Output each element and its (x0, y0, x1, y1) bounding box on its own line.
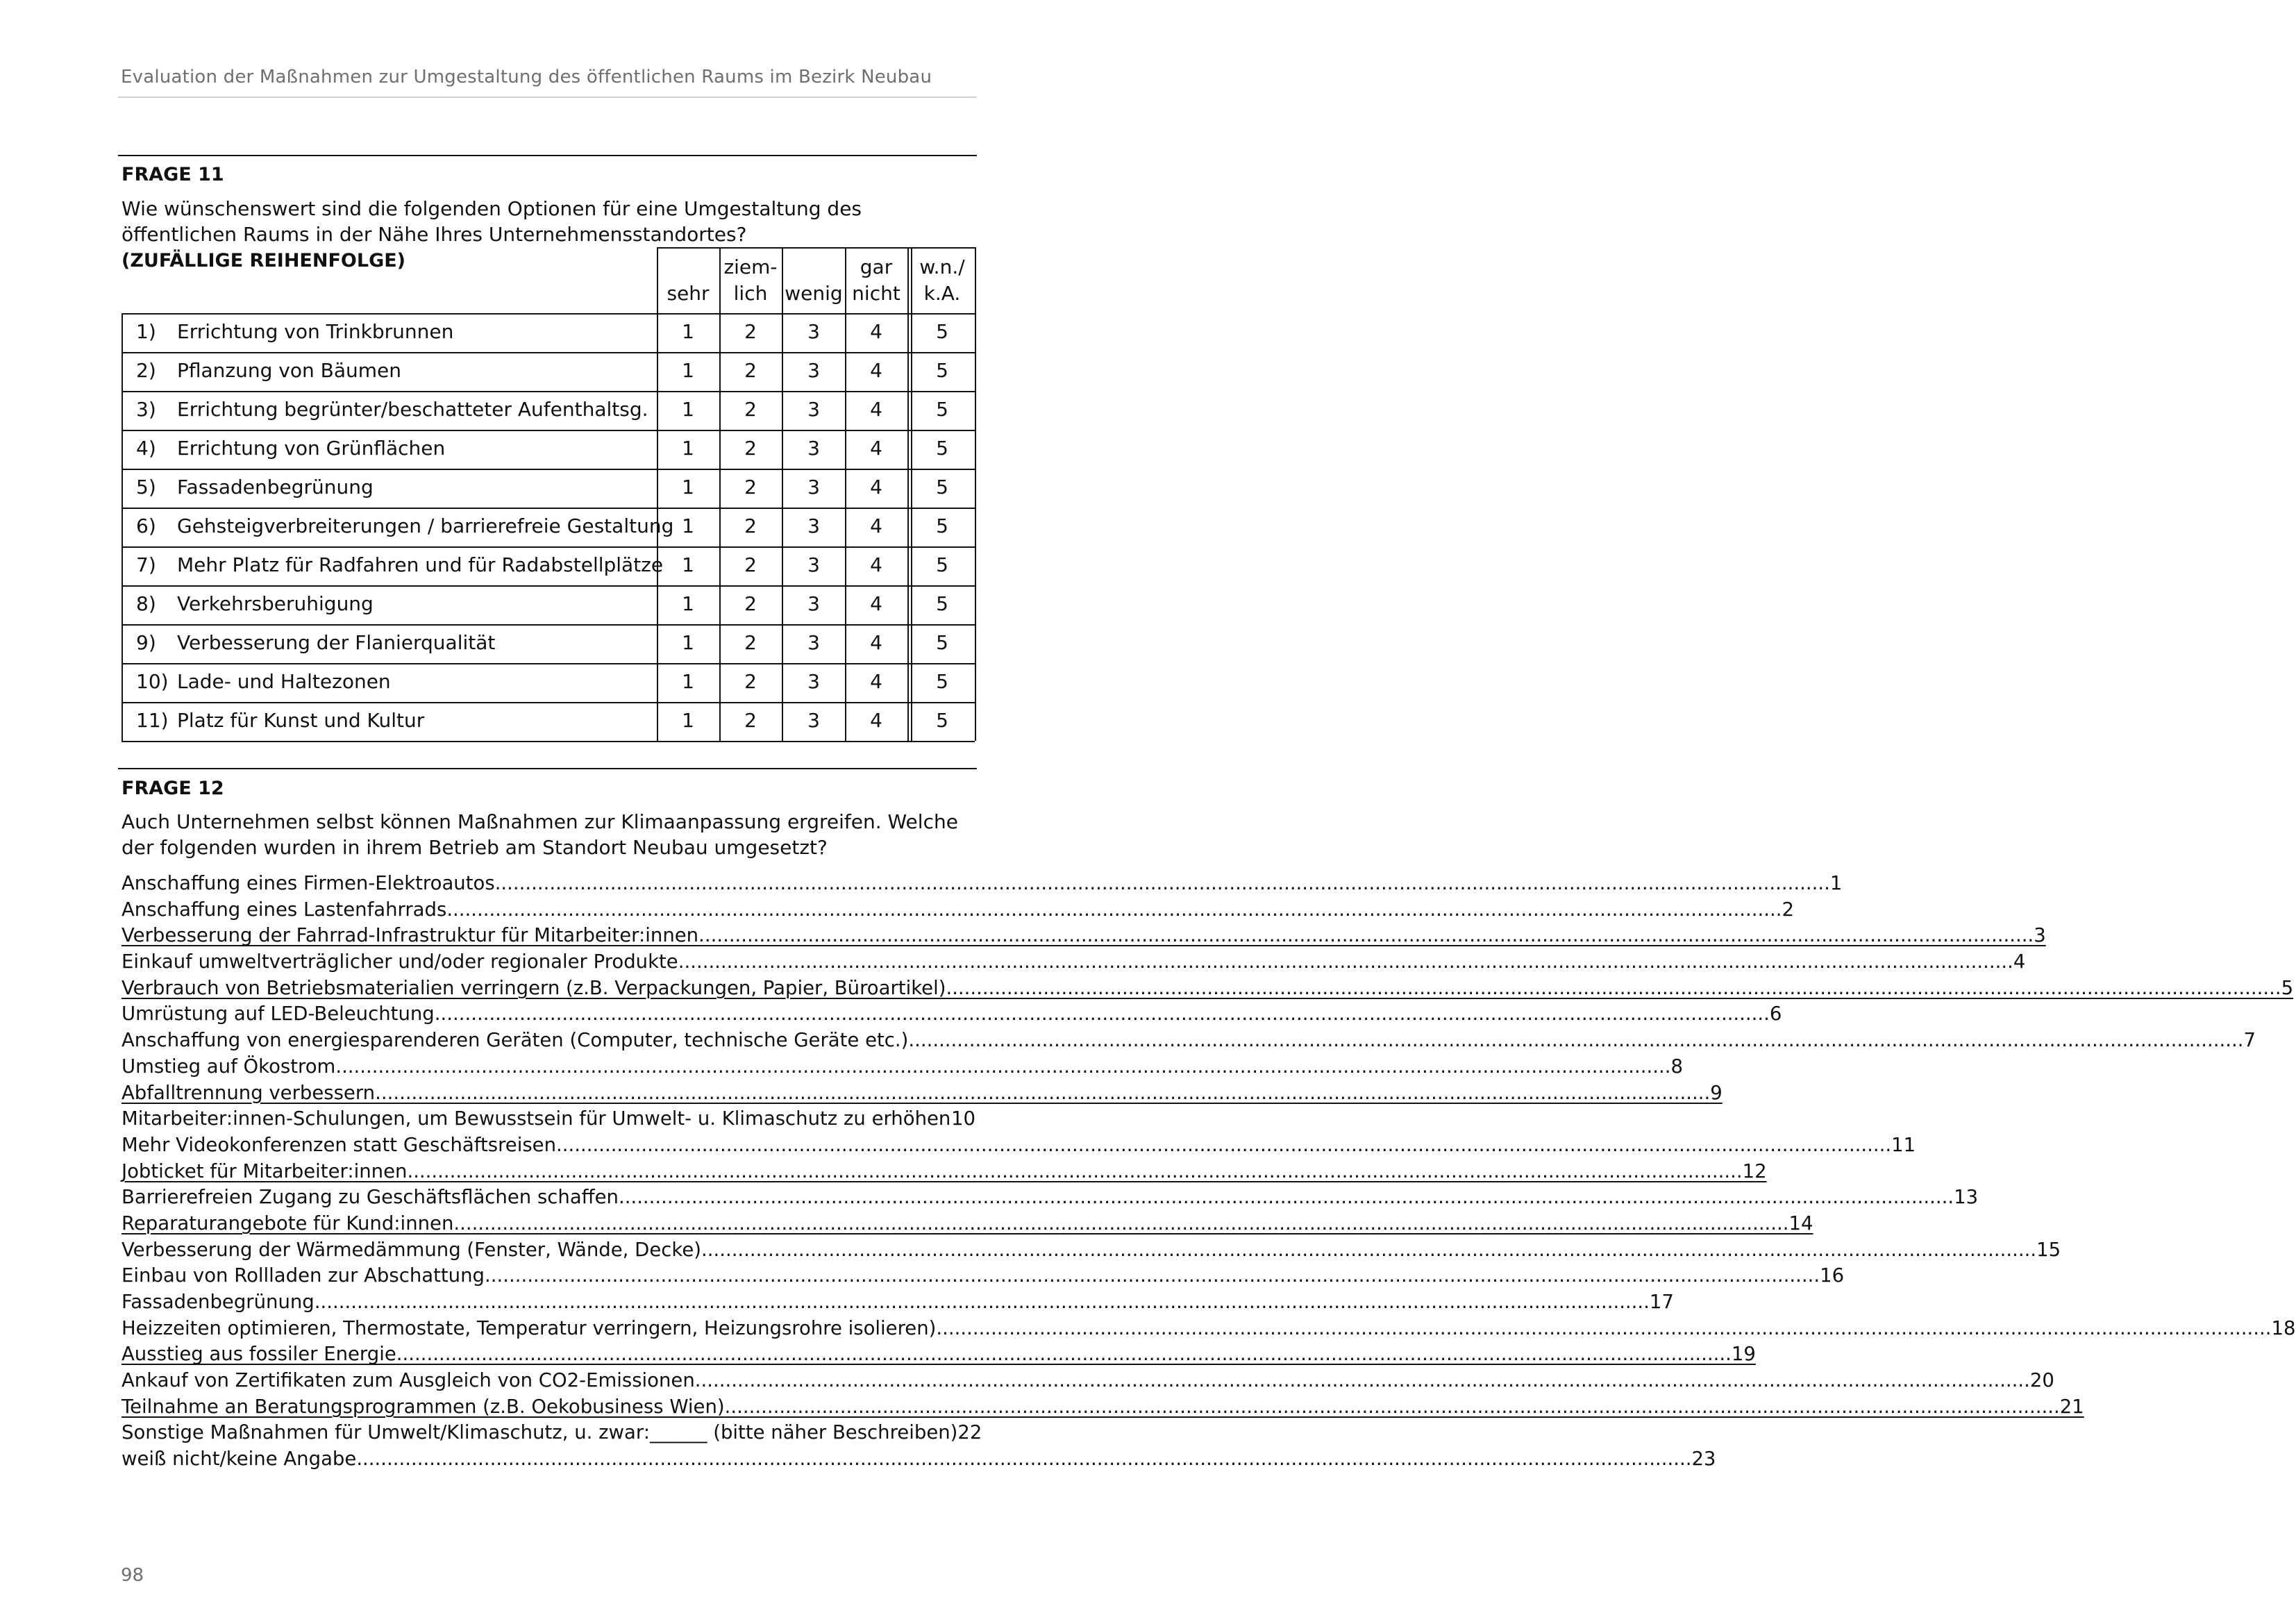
item-label: Gehsteigverbreiterungen / barrierefreie Gestaltung (177, 514, 674, 537)
dot-leader: ............................................................................................................................................................................................................................ (314, 1291, 1650, 1313)
dot-leader: ............................................................................................................................................................................................................................ (724, 1395, 2060, 1418)
item-label: Errichtung begrünter/beschatteter Aufenthaltsg. (177, 398, 648, 421)
table-column-divider (911, 247, 912, 741)
measure-code: 1 (1829, 872, 1843, 894)
measure-code: 18 (2271, 1316, 2296, 1339)
list-item (121, 1081, 1723, 1108)
list-item (121, 1448, 1716, 1474)
dot-leader: ............................................................................................................................................................................................................................ (396, 1343, 1732, 1366)
item-label: Platz für Kunst und Kultur (177, 709, 425, 732)
measure-code: 7 (2243, 1029, 2256, 1052)
table-header-border (657, 247, 975, 249)
dot-leader: ............................................................................................................................................................................................................................ (335, 1055, 1671, 1078)
item-label: Verbesserung der Flanierqualität (177, 631, 496, 654)
item-number: 3) (136, 398, 156, 421)
dot-leader: ............................................................................................................................................................................................................................ (494, 872, 1830, 894)
rating-code: 3 (807, 553, 820, 576)
measure-code: 11 (1891, 1133, 1916, 1156)
rating-code: 2 (744, 514, 757, 537)
list-item (121, 1003, 1782, 1029)
rating-code: 4 (870, 592, 882, 615)
table-left-border (121, 313, 123, 741)
list-item (121, 976, 2294, 1003)
rating-code: 5 (936, 631, 948, 654)
measure-label: Jobticket für Mitarbeiter:innen (121, 1160, 408, 1182)
rating-code: 2 (744, 670, 757, 693)
rating-code: 1 (682, 670, 694, 693)
measure-label: Mehr Videokonferenzen statt Geschäftsreisen (121, 1133, 557, 1156)
column-header-line1: ziem- (723, 256, 778, 278)
dot-leader: ............................................................................................................................................................................................................................ (446, 898, 1782, 921)
rating-code: 5 (936, 670, 948, 693)
rating-code: 2 (744, 398, 757, 421)
list-item (121, 1160, 1767, 1187)
item-number: 10) (136, 670, 169, 693)
column-header-line1: w.n./ (919, 256, 965, 278)
measure-code: 2 (1782, 898, 1794, 921)
dot-leader: ............................................................................................................................................................................................................................ (946, 976, 2281, 999)
table-row-border (121, 313, 975, 315)
rating-code: 1 (682, 709, 694, 732)
dot-leader: ............................................................................................................................................................................................................................ (356, 1448, 1692, 1471)
rating-code: 2 (744, 359, 757, 382)
rating-code: 4 (870, 631, 882, 654)
table-column-divider (907, 247, 909, 741)
measure-label: Fassadenbegrünung (121, 1291, 315, 1313)
measure-code: 3 (2034, 924, 2046, 947)
table-right-border (975, 247, 976, 741)
rating-code: 4 (870, 398, 882, 421)
list-item (121, 1212, 1813, 1239)
list-item (121, 924, 2046, 951)
column-header-line2: nicht (852, 282, 900, 305)
list-item (121, 1343, 1756, 1369)
rating-code: 1 (682, 631, 694, 654)
measure-label: Einbau von Rollladen zur Abschattung (121, 1264, 485, 1287)
rating-code: 5 (936, 359, 948, 382)
section-divider (118, 155, 977, 156)
running-header: Evaluation der Maßnahmen zur Umgestaltung des öffentlichen Raums im Bezirk Neubau (121, 67, 932, 87)
column-header-line1: gar (860, 256, 893, 278)
list-item (121, 1395, 2084, 1422)
measure-label: Anschaffung eines Lastenfahrrads (121, 898, 447, 921)
rating-code: 3 (807, 631, 820, 654)
measure-label: Anschaffung eines Firmen-Elektroautos (121, 872, 495, 894)
measure-code: 16 (1820, 1264, 1845, 1287)
rating-code: 3 (807, 670, 820, 693)
measure-label: Umrüstung auf LED-Beleuchtung (121, 1003, 435, 1026)
dot-leader: ............................................................................................................................................................................................................................ (936, 1316, 2272, 1339)
rating-code: 1 (682, 476, 694, 499)
list-item (121, 1186, 1979, 1212)
rating-code: 1 (682, 320, 694, 343)
measure-code: 8 (1670, 1055, 1683, 1078)
dot-leader: ............................................................................................................................................................................................................................ (434, 1003, 1770, 1026)
rating-code: 4 (870, 476, 882, 499)
item-label: Mehr Platz für Radfahren und für Radabstellplätze (177, 553, 664, 576)
measure-label: Anschaffung von energiesparenderen Geräten (Computer, technische Geräte etc.) (121, 1029, 909, 1052)
item-number: 11) (136, 709, 169, 732)
question-11-note: (ZUFÄLLIGE REIHENFOLGE) (121, 250, 406, 271)
rating-code: 4 (870, 553, 882, 576)
measure-code: 5 (2281, 976, 2294, 999)
item-label: Fassadenbegrünung (177, 476, 374, 499)
measure-code: 12 (1742, 1160, 1767, 1182)
list-item (121, 1421, 982, 1448)
rating-code: 3 (807, 359, 820, 382)
table-row-border (121, 663, 975, 664)
table-row-border (121, 352, 975, 353)
measure-code: 13 (1954, 1186, 1979, 1209)
rating-code: 3 (807, 592, 820, 615)
item-number: 5) (136, 476, 156, 499)
rating-code: 2 (744, 553, 757, 576)
measure-label: Mitarbeiter:innen-Schulungen, um Bewusstsein für Umwelt- u. Klimaschutz zu erhöhen (121, 1107, 951, 1130)
item-label: Errichtung von Trinkbrunnen (177, 320, 454, 343)
rating-code: 4 (870, 359, 882, 382)
list-item (121, 1133, 1916, 1160)
rating-code: 2 (744, 437, 757, 460)
dot-leader: ............................................................................................................................................................................................................................ (375, 1081, 1711, 1104)
table-column-divider (845, 247, 846, 741)
rating-code: 1 (682, 437, 694, 460)
rating-code: 5 (936, 553, 948, 576)
measure-code: 20 (2029, 1369, 2054, 1392)
measure-code: 17 (1649, 1291, 1674, 1313)
measure-code: 4 (2013, 951, 2026, 973)
rating-code: 5 (936, 398, 948, 421)
rating-code: 4 (870, 709, 882, 732)
rating-code: 5 (936, 320, 948, 343)
item-number: 1) (136, 320, 156, 343)
rating-code: 3 (807, 398, 820, 421)
table-row-border (121, 430, 975, 431)
measure-label: Reparaturangebote für Kund:innen (121, 1212, 454, 1234)
dot-leader: ............................................................................................................................................................................................................................ (701, 1238, 2037, 1261)
measure-code: 15 (2036, 1238, 2061, 1261)
table-row-border (121, 702, 975, 703)
list-item (121, 1029, 2256, 1055)
table-column-divider (719, 247, 721, 741)
rating-code: 5 (936, 514, 948, 537)
table-row-border (121, 508, 975, 509)
rating-code: 1 (682, 592, 694, 615)
measure-label: Verbesserung der Wärmedämmung (Fenster, Wände, Decke) (121, 1238, 701, 1261)
list-item (121, 1238, 2061, 1265)
table-row-border (121, 741, 975, 742)
list-item (121, 1264, 1845, 1291)
rating-code: 2 (744, 709, 757, 732)
list-item (121, 1369, 2054, 1396)
rating-code: 3 (807, 514, 820, 537)
list-item (121, 1107, 975, 1134)
item-number: 8) (136, 592, 156, 615)
rating-code: 4 (870, 320, 882, 343)
measure-label: Einkauf umweltverträglicher und/oder regionaler Produkte (121, 951, 678, 973)
column-header-line2: sehr (667, 282, 710, 305)
table-row-border (121, 546, 975, 548)
rating-code: 5 (936, 437, 948, 460)
rating-code: 3 (807, 437, 820, 460)
dot-leader: ............................................................................................................................................................................................................................ (485, 1264, 1820, 1287)
measure-code: 22 (957, 1421, 982, 1444)
item-label: Verkehrsberuhigung (177, 592, 374, 615)
item-number: 6) (136, 514, 156, 537)
list-item (121, 1316, 2296, 1343)
rating-code: 5 (936, 592, 948, 615)
dot-leader: ............................................................................................................................................................................................................................ (618, 1186, 1954, 1209)
measure-label: Sonstige Maßnahmen für Umwelt/Klimaschutz, u. zwar:______ (bitte näher Beschreiben) (121, 1421, 958, 1444)
measure-label: Abfalltrennung verbessern (121, 1081, 376, 1104)
dot-leader: ............................................................................................................................................................................................................................ (453, 1212, 1789, 1234)
measure-code: 23 (1691, 1448, 1716, 1471)
measure-label: Ankauf von Zertifikaten zum Ausgleich von CO2-Emissionen (121, 1369, 695, 1392)
measure-code: 21 (2059, 1395, 2084, 1418)
measure-code: 14 (1788, 1212, 1813, 1234)
measure-label: Teilnahme an Beratungsprogrammen (z.B. Oekobusiness Wien) (121, 1395, 725, 1418)
rating-code: 5 (936, 709, 948, 732)
measure-label: Verbesserung der Fahrrad-Infrastruktur für Mitarbeiter:innen (121, 924, 699, 947)
measure-label: Verbrauch von Betriebsmaterialien verringern (z.B. Verpackungen, Papier, Büroartikel) (121, 976, 946, 999)
measure-label: Ausstieg aus fossiler Energie (121, 1343, 396, 1366)
measure-label: Umstieg auf Ökostrom (121, 1055, 336, 1078)
rating-code: 2 (744, 476, 757, 499)
table-row-border (121, 391, 975, 392)
measure-label: Barrierefreien Zugang zu Geschäftsflächen schaffen (121, 1186, 619, 1209)
table-row-border (121, 624, 975, 626)
item-label: Lade- und Haltezonen (177, 670, 391, 693)
rating-code: 2 (744, 631, 757, 654)
table-column-divider (657, 247, 658, 741)
rating-code: 3 (807, 476, 820, 499)
question-12-title: FRAGE 12 (121, 778, 224, 799)
dot-leader: ............................................................................................................................................................................................................................ (694, 1369, 2030, 1392)
table-row-border (121, 469, 975, 470)
column-header-line2: lich (733, 282, 768, 305)
rating-code: 5 (936, 476, 948, 499)
header-divider (118, 97, 977, 98)
dot-leader: ............................................................................................................................................................................................................................ (698, 924, 2034, 947)
measure-label: weiß nicht/keine Angabe (121, 1448, 357, 1471)
list-item (121, 951, 2026, 977)
rating-code: 2 (744, 320, 757, 343)
dot-leader: ............................................................................................................................................................................................................................ (556, 1133, 1892, 1156)
question-11-text: Wie wünschenswert sind die folgenden Optionen für eine Umgestaltung des öffentlichen Raums in der Nähe Ihres Unternehmensstandortes? (121, 197, 862, 246)
column-header-line2: wenig (785, 282, 843, 305)
list-item (121, 898, 1794, 925)
list-item (121, 1055, 1683, 1082)
item-number: 2) (136, 359, 156, 382)
rating-code: 1 (682, 553, 694, 576)
item-number: 4) (136, 437, 156, 460)
item-label: Errichtung von Grünflächen (177, 437, 446, 460)
item-number: 7) (136, 553, 156, 576)
measure-label: Heizzeiten optimieren, Thermostate, Temperatur verringern, Heizungsrohre isolieren) (121, 1316, 937, 1339)
dot-leader: ............................................................................................................................................................................................................................ (908, 1029, 2244, 1052)
rating-code: 4 (870, 670, 882, 693)
column-header-line2: k.A. (923, 282, 961, 305)
rating-code: 3 (807, 320, 820, 343)
rating-code: 1 (682, 359, 694, 382)
page-number: 98 (121, 1565, 144, 1586)
item-label: Pflanzung von Bäumen (177, 359, 401, 382)
measure-code: 10 (951, 1107, 975, 1130)
question-12-text: Auch Unternehmen selbst können Maßnahmen zur Klimaanpassung ergreifen. Welche der folgenden wurden in ihrem Betrieb am Standort Neubau umgesetzt? (121, 810, 958, 859)
section-divider (118, 768, 977, 769)
rating-code: 4 (870, 437, 882, 460)
dot-leader: ............................................................................................................................................................................................................................ (678, 951, 2013, 973)
measures-list (121, 872, 2296, 1474)
rating-code: 1 (682, 398, 694, 421)
measure-code: 6 (1769, 1003, 1782, 1026)
list-item (121, 1291, 1674, 1317)
list-item (121, 872, 1843, 898)
rating-code: 4 (870, 514, 882, 537)
table-column-divider (782, 247, 783, 741)
item-number: 9) (136, 631, 156, 654)
rating-code: 1 (682, 514, 694, 537)
rating-code: 3 (807, 709, 820, 732)
table-row-border (121, 585, 975, 587)
measure-code: 19 (1731, 1343, 1756, 1366)
measure-code: 9 (1710, 1081, 1723, 1104)
question-11-title: FRAGE 11 (121, 164, 224, 185)
rating-code: 2 (744, 592, 757, 615)
dot-leader: ............................................................................................................................................................................................................................ (407, 1160, 1743, 1182)
